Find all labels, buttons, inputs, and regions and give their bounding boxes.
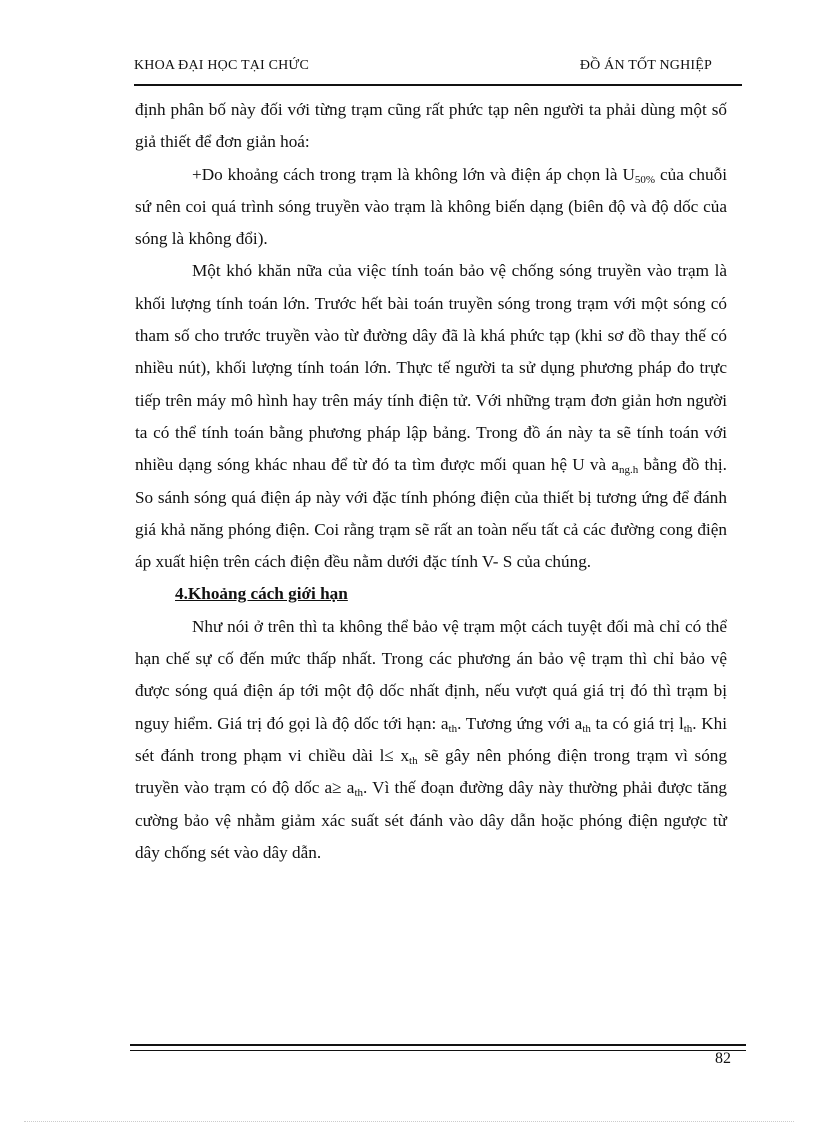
paragraph-calculation-difficulty: Một khó khăn nữa của việc tính toán bảo vệ chống sóng truyền vào trạm là khối lượng tính toán lớn. Trước hết bài toán truyền sóng trong trạm với một sóng có tham số cho trước truyền vào từ đường dây đã là khá phức tạp (khi sơ đồ thay thế có nhiều nút), khối lượng tính toán lớn. Thực tế người ta sử dụng phương pháp đo trực tiếp trên máy mô hình hay trên máy tính điện tử. Với những trạm đơn giản hơn người ta có thể tính toán bằng phương pháp lập bảng. Trong đồ án này ta sẽ tính toán với nhiều dạng sóng khác nhau để từ đó ta tìm được mối quan hệ U và $a_{ng.h}$ bằng đồ thị. So sánh sóng quá điện áp này với đặc tính phóng điện của thiết bị tương ứng để đánh giá khả năng phóng điện. Coi rằng trạm sẽ rất an toàn nếu tất cả các đường cong điện áp xuất hiện trên cách điện đều nằm dưới đặc tính V- S của chúng.	[135, 261, 727, 572]
header-rule	[134, 84, 742, 86]
paragraph-continuation: định phân bố này đối với từng trạm cũng rất phức tạp nên người ta phải dùng một số giả thiết để đơn giản hoá:	[135, 100, 727, 152]
header-faculty: KHOA ĐẠI HỌC TẠI CHỨC	[134, 58, 310, 73]
paragraph-assumption: +Do khoảng cách trong trạm là không lớn và điện áp chọn là $U_{50\%}$ của chuỗi sứ nên coi quá trình sóng truyền vào trạm là không biến dạng (biên độ và độ dốc của sóng là không đổi).	[135, 164, 727, 249]
section-heading: 4.Khoảng cách giới hạn	[175, 584, 348, 604]
paragraph-limit-distance: Như nói ở trên thì ta không thể bảo vệ trạm một cách tuyệt đối mà chỉ có thể hạn chế sự cố đến mức thấp nhất. Trong các phương án bảo vệ trạm thì chỉ bảo vệ được sóng quá điện áp tới một độ dốc nhất định, nếu vượt quá giá trị đó thì trạm bị nguy hiểm. Giá trị đó gọi là độ dốc tới hạn: $a_{th}$. Tương ứng với $a_{th}$ ta có giá trị $l_{th}$. Khi sét đánh trong phạm vi chiều dài $l\le x_{th}$ sẽ gây nên phóng điện trong trạm vì sóng truyền vào trạm có độ dốc $a\ge a_{th}$. Vì thế đoạn đường dây này thường phải được tăng cường bảo vệ nhằm giảm xác suất sét đánh vào dây dẫn hoặc phóng điện ngược từ dây chống sét vào dây dẫn.	[135, 616, 728, 862]
page-number: 82	[715, 1050, 731, 1067]
page-edge-divider	[24, 1121, 794, 1122]
footer-rule	[130, 1044, 746, 1051]
page-content	[135, 94, 727, 869]
header-document-type: ĐỒ ÁN TỐT NGHIỆP	[579, 58, 712, 73]
page-header	[134, 56, 740, 80]
